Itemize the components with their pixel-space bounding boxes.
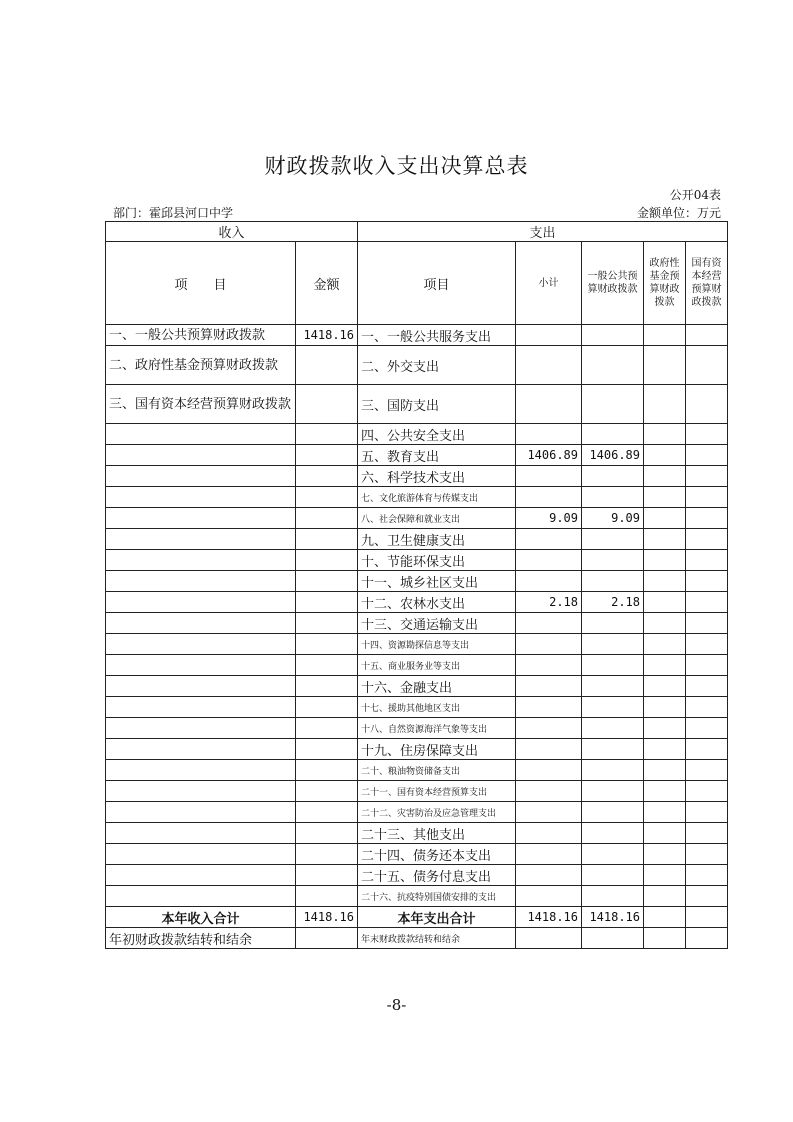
subtotal-cell: [516, 346, 582, 385]
income-item-cell: [106, 571, 296, 592]
gov-fund-cell: [644, 487, 686, 508]
general-budget-cell: [582, 346, 644, 385]
income-item-cell: [106, 823, 296, 844]
income-amount-cell: [296, 508, 358, 529]
income-total-amount: 1418.16: [296, 907, 358, 928]
income-item-cell: [106, 424, 296, 445]
income-amount-cell: [296, 466, 358, 487]
income-item-cell: [106, 739, 296, 760]
gov-fund-cell: [644, 550, 686, 571]
state-capital-cell: [686, 634, 728, 655]
begin-carryover-amount: [296, 928, 358, 949]
subtotal-cell: 9.09: [516, 508, 582, 529]
table-row: [106, 325, 728, 346]
gov-fund-cell: [644, 424, 686, 445]
state-capital-cell: [686, 676, 728, 697]
subtotal-cell: [516, 781, 582, 802]
table-row: [106, 346, 728, 385]
table-row: [106, 760, 728, 781]
subtotal-cell: [516, 325, 582, 346]
gov-fund-cell: [644, 508, 686, 529]
gov-fund-cell: [644, 325, 686, 346]
gov-fund-cell: [644, 844, 686, 865]
general-budget-cell: [582, 550, 644, 571]
subtotal-cell: [516, 760, 582, 781]
income-amount-cell: [296, 886, 358, 907]
page-title: 财政拨款收入支出决算总表: [264, 154, 529, 178]
state-capital-cell: [686, 346, 728, 385]
subtotal-cell: 1406.89: [516, 445, 582, 466]
expense-item-cell: 二十四、债务还本支出: [358, 844, 516, 865]
table-row: [106, 385, 728, 424]
state-capital-cell: [686, 781, 728, 802]
subtotal-cell: [516, 823, 582, 844]
state-capital-cell: [686, 886, 728, 907]
state-capital-cell: [686, 325, 728, 346]
general-budget-cell: 2.18: [582, 592, 644, 613]
table-row: [106, 529, 728, 550]
subtotal-cell: [516, 844, 582, 865]
gov-fund-cell: [644, 613, 686, 634]
general-budget-cell: [582, 802, 644, 823]
income-item-cell: [106, 529, 296, 550]
expense-item-cell: 六、科学技术支出: [358, 466, 516, 487]
end-carryover-subtotal: [516, 928, 582, 949]
income-item-cell: [106, 634, 296, 655]
table-row: [106, 613, 728, 634]
income-item-cell: [106, 613, 296, 634]
state-capital-cell: [686, 592, 728, 613]
income-item-cell: 一、一般公共预算财政拨款: [106, 325, 296, 346]
expense-item-cell: 五、教育支出: [358, 445, 516, 466]
income-item-cell: [106, 886, 296, 907]
table-row: [106, 865, 728, 886]
gov-fund-cell: [644, 346, 686, 385]
general-budget-cell: [582, 655, 644, 676]
income-item-cell: [106, 760, 296, 781]
income-amount-header: 金额: [296, 242, 358, 325]
expense-item-cell: 一、一般公共服务支出: [358, 325, 516, 346]
expense-item-cell: 八、社会保障和就业支出: [358, 508, 516, 529]
income-amount-cell: [296, 571, 358, 592]
gov-fund-header: 政府性基金预算财政拨款: [644, 242, 686, 325]
income-amount-cell: [296, 592, 358, 613]
income-amount-cell: [296, 844, 358, 865]
income-amount-cell: [296, 613, 358, 634]
income-amount-cell: [296, 445, 358, 466]
end-carryover-label: 年末财政拨款结转和结余: [358, 928, 516, 949]
subtotal-cell: [516, 613, 582, 634]
state-capital-header: 国有资本经营预算财政拨款: [686, 242, 728, 325]
gov-fund-cell: [644, 466, 686, 487]
expense-item-cell: 九、卫生健康支出: [358, 529, 516, 550]
gov-fund-cell: [644, 760, 686, 781]
gov-fund-cell: [644, 676, 686, 697]
income-amount-cell: [296, 739, 358, 760]
end-carryover-state-capital: [686, 928, 728, 949]
expense-item-cell: 十三、交通运输支出: [358, 613, 516, 634]
income-item-cell: [106, 445, 296, 466]
income-item-cell: [106, 508, 296, 529]
state-capital-cell: [686, 613, 728, 634]
gov-fund-cell: [644, 718, 686, 739]
income-item-cell: [106, 655, 296, 676]
general-budget-cell: [582, 571, 644, 592]
gov-fund-cell: [644, 592, 686, 613]
income-amount-cell: [296, 697, 358, 718]
state-capital-cell: [686, 697, 728, 718]
subtotal-cell: [516, 676, 582, 697]
general-budget-cell: [582, 844, 644, 865]
income-amount-cell: [296, 655, 358, 676]
state-capital-cell: [686, 760, 728, 781]
income-item-cell: [106, 865, 296, 886]
form-number: 公开04表: [669, 188, 721, 202]
state-capital-cell: [686, 385, 728, 424]
expense-item-cell: 四、公共安全支出: [358, 424, 516, 445]
income-amount-cell: 1418.16: [296, 325, 358, 346]
gov-fund-total: [644, 907, 686, 928]
income-amount-cell: [296, 634, 358, 655]
end-carryover-general: [582, 928, 644, 949]
income-item-cell: [106, 550, 296, 571]
expense-item-cell: 十八、自然资源海洋气象等支出: [358, 718, 516, 739]
income-amount-cell: [296, 802, 358, 823]
state-capital-cell: [686, 529, 728, 550]
state-capital-cell: [686, 739, 728, 760]
income-item-cell: [106, 466, 296, 487]
income-item-cell: [106, 781, 296, 802]
general-budget-cell: [582, 718, 644, 739]
general-budget-cell: [582, 385, 644, 424]
begin-carryover-label: 年初财政拨款结转和结余: [106, 928, 296, 949]
general-budget-cell: [582, 781, 644, 802]
state-capital-cell: [686, 508, 728, 529]
state-capital-cell: [686, 802, 728, 823]
general-budget-cell: [582, 613, 644, 634]
table-row: [106, 571, 728, 592]
income-amount-cell: [296, 781, 358, 802]
page-number: -8-: [386, 996, 407, 1014]
subtotal-cell: 2.18: [516, 592, 582, 613]
general-budget-cell: [582, 634, 644, 655]
budget-table: [105, 221, 728, 949]
general-budget-cell: [582, 739, 644, 760]
income-amount-cell: [296, 718, 358, 739]
income-item-cell: [106, 697, 296, 718]
expense-total-general: 1418.16: [582, 907, 644, 928]
general-budget-cell: [582, 424, 644, 445]
income-item-cell: 三、国有资本经营预算财政拨款: [106, 385, 296, 424]
table-row: [106, 718, 728, 739]
expense-item-cell: 二十二、灾害防治及应急管理支出: [358, 802, 516, 823]
expense-header: 支出: [358, 222, 728, 242]
gov-fund-cell: [644, 529, 686, 550]
expense-item-cell: 二十一、国有资本经营预算支出: [358, 781, 516, 802]
income-amount-cell: [296, 823, 358, 844]
expense-item-cell: 十五、商业服务业等支出: [358, 655, 516, 676]
subtotal-cell: [516, 697, 582, 718]
income-amount-cell: [296, 487, 358, 508]
general-budget-cell: 1406.89: [582, 445, 644, 466]
income-amount-cell: [296, 676, 358, 697]
subtotal-cell: [516, 634, 582, 655]
subtotal-cell: [516, 886, 582, 907]
general-budget-cell: [582, 325, 644, 346]
table-row: [106, 592, 728, 613]
subtotal-cell: [516, 550, 582, 571]
subtotal-cell: [516, 718, 582, 739]
table-row: [106, 697, 728, 718]
income-item-cell: [106, 718, 296, 739]
gov-fund-cell: [644, 886, 686, 907]
table-row: [106, 445, 728, 466]
subtotal-cell: [516, 529, 582, 550]
subtotal-cell: [516, 424, 582, 445]
general-budget-cell: [582, 886, 644, 907]
state-capital-cell: [686, 445, 728, 466]
expense-item-cell: 二十五、债务付息支出: [358, 865, 516, 886]
expense-item-cell: 十二、农林水支出: [358, 592, 516, 613]
state-capital-cell: [686, 487, 728, 508]
state-capital-cell: [686, 550, 728, 571]
expense-total-label: 本年支出合计: [358, 907, 516, 928]
table-row: [106, 886, 728, 907]
income-item-cell: 二、政府性基金预算财政拨款: [106, 346, 296, 385]
expense-item-cell: 二、外交支出: [358, 346, 516, 385]
general-budget-cell: [582, 529, 644, 550]
table-row: [106, 655, 728, 676]
table-row: [106, 634, 728, 655]
income-amount-cell: [296, 865, 358, 886]
table-row: [106, 424, 728, 445]
department-label: 部门：霍邱县河口中学: [113, 206, 234, 220]
state-capital-cell: [686, 865, 728, 886]
income-item-cell: [106, 487, 296, 508]
state-capital-cell: [686, 718, 728, 739]
expense-item-cell: 十七、援助其他地区支出: [358, 697, 516, 718]
unit-label: 金额单位：万元: [636, 206, 721, 220]
subtotal-cell: [516, 571, 582, 592]
subtotal-cell: [516, 802, 582, 823]
general-budget-cell: [582, 676, 644, 697]
income-item-cell: [106, 592, 296, 613]
general-budget-cell: [582, 760, 644, 781]
general-budget-header: 一般公共预算财政拨款: [582, 242, 644, 325]
income-item-cell: [106, 676, 296, 697]
subtotal-cell: [516, 739, 582, 760]
gov-fund-cell: [644, 739, 686, 760]
state-capital-cell: [686, 424, 728, 445]
table-row: [106, 466, 728, 487]
state-capital-cell: [686, 466, 728, 487]
gov-fund-cell: [644, 634, 686, 655]
general-budget-cell: [582, 487, 644, 508]
subtotal-header: 小计: [516, 242, 582, 325]
expense-item-cell: 三、国防支出: [358, 385, 516, 424]
table-row: [106, 781, 728, 802]
subtotal-cell: [516, 466, 582, 487]
subtotal-cell: [516, 385, 582, 424]
expense-item-cell: 十一、城乡社区支出: [358, 571, 516, 592]
income-amount-cell: [296, 550, 358, 571]
state-capital-cell: [686, 571, 728, 592]
expense-item-cell: 十四、资源勘探信息等支出: [358, 634, 516, 655]
income-item-cell: [106, 802, 296, 823]
gov-fund-cell: [644, 781, 686, 802]
gov-fund-cell: [644, 865, 686, 886]
table-row: [106, 676, 728, 697]
gov-fund-cell: [644, 802, 686, 823]
subtotal-cell: [516, 487, 582, 508]
general-budget-cell: [582, 466, 644, 487]
income-amount-cell: [296, 760, 358, 781]
state-capital-total: [686, 907, 728, 928]
subtotal-cell: [516, 865, 582, 886]
income-amount-cell: [296, 385, 358, 424]
expense-item-header: 项目: [358, 242, 516, 325]
income-amount-cell: [296, 424, 358, 445]
gov-fund-cell: [644, 385, 686, 424]
expense-item-cell: 七、文化旅游体育与传媒支出: [358, 487, 516, 508]
gov-fund-cell: [644, 823, 686, 844]
gov-fund-cell: [644, 445, 686, 466]
expense-item-cell: 十、节能环保支出: [358, 550, 516, 571]
expense-item-cell: 二十三、其他支出: [358, 823, 516, 844]
general-budget-cell: [582, 823, 644, 844]
expense-total-subtotal: 1418.16: [516, 907, 582, 928]
table-row: [106, 823, 728, 844]
table-row: [106, 739, 728, 760]
table-row: [106, 508, 728, 529]
carryover-row: [106, 928, 728, 949]
gov-fund-cell: [644, 655, 686, 676]
state-capital-cell: [686, 655, 728, 676]
income-amount-cell: [296, 529, 358, 550]
general-budget-cell: [582, 865, 644, 886]
gov-fund-cell: [644, 697, 686, 718]
end-carryover-gov-fund: [644, 928, 686, 949]
state-capital-cell: [686, 844, 728, 865]
expense-item-cell: 二十、粮油物资储备支出: [358, 760, 516, 781]
subtotal-cell: [516, 655, 582, 676]
general-budget-cell: 9.09: [582, 508, 644, 529]
expense-item-cell: 十九、住房保障支出: [358, 739, 516, 760]
income-header: 收入: [106, 222, 358, 242]
expense-item-cell: 十六、金融支出: [358, 676, 516, 697]
table-row: [106, 487, 728, 508]
table-row: [106, 550, 728, 571]
income-amount-cell: [296, 346, 358, 385]
table-body: [106, 325, 728, 949]
table-row: [106, 844, 728, 865]
gov-fund-cell: [644, 571, 686, 592]
income-total-label: 本年收入合计: [106, 907, 296, 928]
state-capital-cell: [686, 823, 728, 844]
income-item-header: 项 目: [106, 242, 296, 325]
general-budget-cell: [582, 697, 644, 718]
table-row: [106, 802, 728, 823]
income-item-cell: [106, 844, 296, 865]
totals-row: [106, 907, 728, 928]
expense-item-cell: 二十六、抗疫特别国债安排的支出: [358, 886, 516, 907]
